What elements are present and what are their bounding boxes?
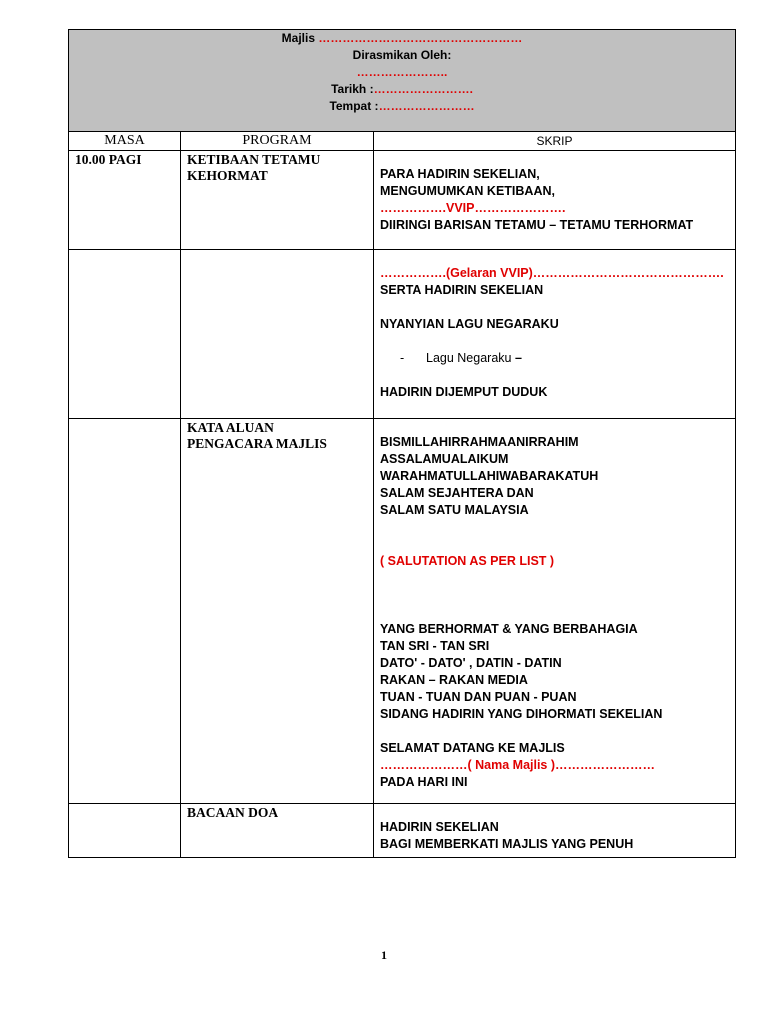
dirasmikan-label: Dirasmikan Oleh: [352, 48, 452, 62]
script-line: SALAM SEJAHTERA DAN [380, 486, 534, 500]
header-row [69, 30, 736, 132]
majlis-line [69, 30, 735, 47]
event-header [69, 30, 736, 132]
script-line: PADA HARI INI [380, 775, 468, 789]
script-line: MENGUMUMKAN KETIBAAN, [380, 184, 555, 198]
script-cell [374, 419, 736, 804]
script-line-gelaran: …………….(Gelaran VVIP)………………………………………. [380, 266, 724, 280]
script-line: RAKAN – RAKAN MEDIA [380, 673, 528, 687]
script-line-vvip: …………….VVIP…………………. [380, 201, 566, 215]
anthem-bullet: - Lagu Negaraku – [400, 351, 522, 365]
program-line: KATA ALUAN [187, 420, 274, 435]
table-row [69, 419, 736, 804]
script-line: SELAMAT DATANG KE MAJLIS [380, 741, 565, 755]
column-header-skrip: SKRIP [374, 132, 736, 151]
program-cell [181, 250, 374, 419]
column-header-program: PROGRAM [181, 132, 374, 151]
program-cell [181, 151, 374, 250]
program-cell [181, 419, 374, 804]
script-line: YANG BERHORMAT & YANG BERBAHAGIA [380, 622, 638, 636]
dirasmikan-value: ………………….. [356, 65, 448, 79]
script-line: SALAM SATU MALAYSIA [380, 503, 529, 517]
column-header-masa: MASA [69, 132, 181, 151]
script-line: HADIRIN DIJEMPUT DUDUK [380, 385, 548, 399]
script-line: DIIRINGI BARISAN TETAMU – TETAMU TERHORMAT [380, 218, 694, 232]
tarikh-label: Tarikh : [331, 82, 374, 96]
tempat-value: …………………… [378, 99, 475, 113]
tempat-line [69, 98, 735, 115]
script-cell [374, 804, 736, 858]
table-row [69, 804, 736, 858]
document-page [68, 29, 735, 858]
script-line: SIDANG HADIRIN YANG DIHORMATI SEKELIAN [380, 707, 663, 721]
script-line: ASSALAMUALAIKUM [380, 452, 509, 466]
program-line: KEHORMAT [187, 168, 268, 183]
table-row [69, 151, 736, 250]
salutation-note: ( SALUTATION AS PER LIST ) [380, 554, 555, 568]
program-line: BACAAN DOA [187, 805, 279, 820]
script-line: PARA HADIRIN SEKELIAN, [380, 167, 540, 181]
table-row [69, 250, 736, 419]
majlis-value: …………………………………………… [318, 31, 523, 45]
script-line: BISMILLAHIRRAHMAANIRRAHIM [380, 435, 579, 449]
script-line: SERTA HADIRIN SEKELIAN [380, 283, 544, 297]
masa-cell [69, 419, 181, 804]
program-line: PENGACARA MAJLIS [187, 436, 327, 451]
masa-cell: 10.00 PAGI [69, 151, 181, 250]
script-line: TUAN - TUAN DAN PUAN - PUAN [380, 690, 577, 704]
program-line: KETIBAAN TETAMU [187, 152, 321, 167]
tempat-label: Tempat : [329, 99, 379, 113]
script-cell [374, 151, 736, 250]
majlis-label: Majlis [281, 31, 316, 45]
script-line: BAGI MEMBERKATI MAJLIS YANG PENUH [380, 837, 634, 851]
script-line-nama-majlis: …………………( Nama Majlis )…………………… [380, 758, 656, 772]
script-line: TAN SRI - TAN SRI [380, 639, 490, 653]
script-cell [374, 250, 736, 419]
tarikh-value: ……………………. [373, 82, 473, 96]
script-line: HADIRIN SEKELIAN [380, 820, 499, 834]
script-line: WARAHMATULLAHIWABARAKATUH [380, 469, 599, 483]
page-number: 1 [381, 948, 387, 962]
tarikh-line [69, 81, 735, 98]
script-line: NYANYIAN LAGU NEGARAKU [380, 317, 559, 331]
program-table [68, 29, 736, 858]
program-cell [181, 804, 374, 858]
column-header-row [69, 132, 736, 151]
script-line: DATO' - DATO' , DATIN - DATIN [380, 656, 562, 670]
masa-cell [69, 804, 181, 858]
masa-cell [69, 250, 181, 419]
